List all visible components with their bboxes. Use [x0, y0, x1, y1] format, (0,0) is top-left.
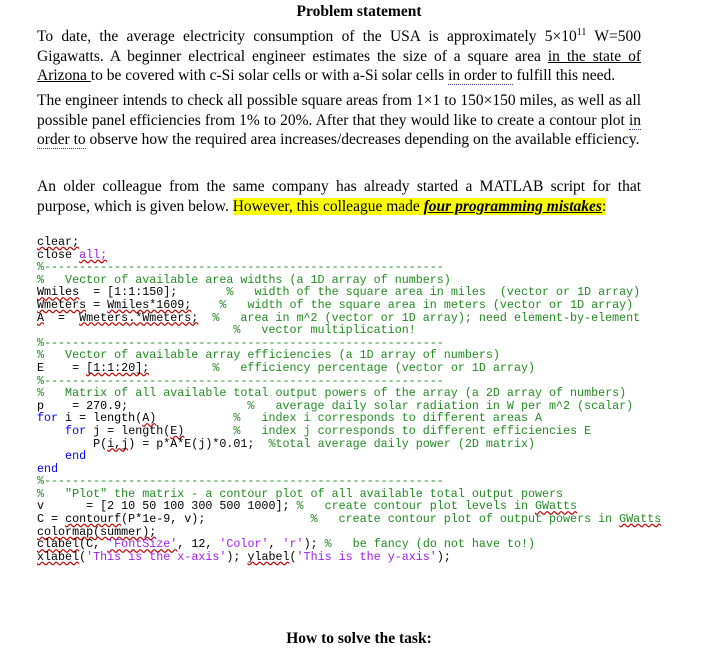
code-comment: %--------------------------------------------------------- [37, 335, 444, 350]
code-token: ); [226, 549, 248, 564]
code-token: A) [142, 411, 157, 426]
code-token: j = length( [86, 423, 171, 438]
matlab-code-block [37, 236, 707, 563]
emphasis-text: four programming mistakes [423, 197, 602, 215]
code-comment: % width of the square area in miles (vector or 1D array) [226, 285, 641, 300]
text: to be covered with c-Si solar cells or with a-Si solar cells [90, 67, 449, 85]
code-comment: %--------------------------------------------------------- [37, 474, 444, 489]
code-token: close [37, 247, 80, 262]
code-token: C = [37, 512, 66, 527]
code-token: = [44, 310, 80, 325]
code-token: P( [37, 436, 108, 451]
code-keyword: for [37, 411, 59, 426]
code-token: ); [436, 549, 451, 564]
code-token: (C, [79, 537, 108, 552]
text: To date, the average electricity consumption of the USA is approximately 5×10 [37, 28, 577, 46]
code-comment: % Vector of available array efficiencies (a 1D array of numbers) [37, 348, 500, 363]
code-token: v = [2 10 50 100 300 500 1000]; [37, 499, 297, 514]
highlighted-text: : [601, 197, 607, 215]
code-token: ); [303, 537, 325, 552]
code-token: ylabel [247, 549, 290, 564]
code-token: Wmiles [37, 285, 80, 300]
code-token: Wmiles*1609; [107, 297, 192, 312]
paragraph-task [37, 91, 641, 150]
code-token: = [86, 297, 108, 312]
code-token: clear; [37, 235, 80, 249]
paragraph-colleague [37, 177, 641, 216]
code-comment: % Matrix of all available total output powers of the array (a 2D array of numbers) [37, 386, 627, 401]
text: An older colleague from the same company has already started a MATLAB script for that purpose, which is given below. [37, 178, 641, 215]
code-token: , [268, 537, 283, 552]
code-string: 'Color' [219, 537, 269, 552]
underlined-text: in the state of Arizona [37, 47, 641, 85]
code-string: 'r' [282, 537, 304, 552]
code-token: = [1:1:150]; [79, 285, 227, 300]
code-comment: % index j corresponds to different efficiencies E [233, 423, 592, 438]
code-comment: %--------------------------------------------------------- [37, 373, 444, 388]
next-section-heading: How to solve the task: [286, 630, 432, 647]
code-token: clabel [37, 537, 80, 552]
highlighted-text: However, this colleague made [232, 197, 424, 215]
code-comment: % vector multiplication! [37, 323, 416, 338]
paragraph-consumption [37, 23, 641, 86]
code-token: all; [79, 247, 108, 262]
code-token: summer); [100, 524, 157, 539]
text: The engineer intends to check all possible square areas from 1×1 to 150×150 miles, as well as all possible panel efficiencies from 1% to 20%. After that they would like to create a contour plot [37, 92, 641, 129]
code-token: p = 270.9; [37, 398, 248, 413]
code-comment: %total average daily power (2D matrix) [268, 436, 535, 451]
code-comment: GWatts [619, 512, 662, 527]
code-token: E) [170, 423, 185, 438]
code-token: i,j [107, 436, 129, 451]
code-comment: GWatts [534, 499, 578, 514]
code-comment: % area in m^2 (vector or 1D array); need element-by-element [212, 310, 641, 325]
problem-statement-heading: Problem statement [296, 3, 422, 20]
code-keyword: for [37, 423, 87, 438]
text: W=500 Gigawatts. A beginner electrical engineer estimates the size of a square area [37, 28, 641, 65]
code-token: ( [79, 549, 87, 564]
text: observe how the required area increases/decreases depending on the available efficiency. [85, 131, 640, 148]
code-string: 'FontSize' [107, 537, 178, 552]
code-token: colormap( [37, 524, 101, 539]
code-token: xlabel [37, 549, 80, 564]
grammar-flag-text: in order to [37, 111, 641, 148]
exponent: 11 [576, 27, 587, 38]
code-comment: % be fancy (do not have to!) [324, 537, 536, 552]
code-comment: % width of the square area in meters (vector or 1D array) [219, 297, 634, 312]
code-token: (P*1e-9, v); [121, 512, 311, 527]
code-token: i = length( [58, 411, 143, 426]
grammar-flag-text: in order to [448, 67, 513, 85]
code-token: contourf [65, 512, 122, 527]
code-token: Wmeters [37, 297, 87, 312]
code-comment: % efficiency percentage (vector or 1D array) [149, 360, 535, 375]
code-comment: % Vector of available area widths (a 1D array of numbers) [37, 272, 451, 287]
code-token: Wmeters.*Wmeters; [79, 310, 199, 325]
code-token: ( [289, 549, 297, 564]
text: fulfill this need. [512, 67, 616, 85]
code-token: , 12, [177, 537, 220, 552]
code-comment: % create contour plot levels in [296, 499, 535, 514]
code-comment: % "Plot" the matrix - a contour plot of all available total output powers [37, 486, 564, 501]
code-token: [1:1:20]; [86, 360, 150, 375]
code-comment: % average daily solar radiation in W per m^2 (scalar) [247, 398, 634, 413]
code-token: ) = p*A*E(j)*0.01; [128, 436, 269, 451]
code-token: A [37, 310, 45, 325]
code-keyword: end [37, 449, 87, 464]
code-comment: % create contour plot of output powers in [310, 512, 620, 527]
code-comment: % index i corresponds to different areas A [233, 411, 543, 426]
code-comment: %--------------------------------------------------------- [37, 260, 444, 275]
code-string: 'This is the x-axis' [86, 549, 227, 564]
code-keyword: end [37, 461, 59, 476]
code-string: 'This is the y-axis' [296, 549, 437, 564]
code-token: E = [37, 360, 87, 375]
